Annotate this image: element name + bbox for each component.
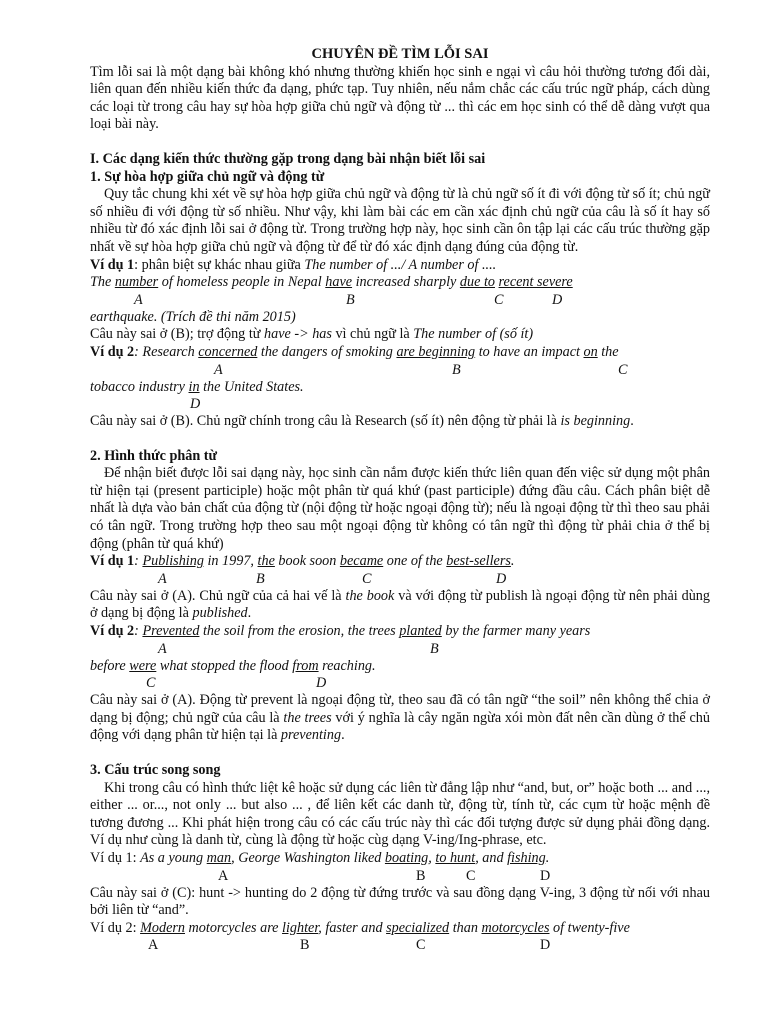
intro-paragraph: Tìm lỗi sai là một dạng bài không khó nhưng thường khiến học sinh e ngại vì câu hỏi thường tương đối dài, liên quan đến nhiều kiến thức đa dạng, phức tạp. Tuy nhiên, nếu nắm chắc các cấu trúc ngữ pháp, cách dùng các loại từ trong câu hay sự hòa hợp giữa chủ ngữ và động từ ... thì các em học sinh có thể dễ dàng vượt qua loại bài này. [90, 63, 710, 133]
option-letters: A B [158, 640, 439, 657]
example-answer: Câu này sai ở (B); trợ động từ have -> has vì chủ ngữ là The number of (số ít) [90, 326, 534, 343]
subsection-heading-2: 2. Hình thức phân từ [90, 447, 218, 464]
subsection-3-body: Khi trong câu có hình thức liệt kê hoặc sử dụng các liên từ đẳng lập như “and, but, or” hoặc both ... and ..., either ... or..., not only ... but also ... , để liên kết các danh từ, động từ, tính từ, các cụm từ hoặc mệnh đề tương đương ... Khi phát hiện trong câu có các cấu trúc này thì các đối tượng được sử dụng phải đồng dạng. Ví dụ như cùng là danh từ, cùng là động từ hoặc cùg dạng V-ing/Ing-phrase, etc. [90, 779, 710, 849]
example-sentence: Ví dụ 2: Research concerned the dangers of smoking are beginning to have an impact on the [90, 343, 619, 360]
example-answer: Câu này sai ở (C): hunt -> hunting do 2 động từ đứng trước và sau đồng dạng V-ing, 3 động từ nối với nhau bởi liên từ “and”. [90, 884, 710, 919]
example-sentence: Ví dụ 1: As a young man, George Washington liked boating, to hunt, and fishing. [90, 849, 550, 866]
example-sentence-cont: earthquake. (Trích đề thi năm 2015) [90, 308, 296, 325]
example-sentence: Ví dụ 2: Modern motorcycles are lighter, faster and specialized than motorcycles of twenty-five [90, 919, 630, 936]
section-heading: I. Các dạng kiến thức thường gặp trong dạng bài nhận biết lỗi sai [90, 150, 486, 167]
option-letters: D [190, 396, 201, 413]
example-sentence-cont: tobacco industry in the United States. [90, 378, 304, 395]
document-page [90, 46, 710, 954]
option-letters: A B C D [148, 937, 551, 954]
example-sentence: The number of homeless people in Nepal have increased sharply due to recent severe [90, 274, 573, 291]
example-answer: Câu này sai ở (A). Động từ prevent là ngoại động từ, theo sau đã có tân ngữ “the soil” nên không thể chia ở dạng bị động; chủ ngữ của câu là the trees với ý nghĩa là cây ngăn ngừa xói mòn đất nên cần dùng ở thể chủ động với dạng phân từ hiện tại là preventing. [90, 692, 710, 744]
subsection-heading-3: 3. Cấu trúc song song [90, 762, 221, 778]
option-letters: A B C D [134, 291, 563, 308]
example-answer: Câu này sai ở (A). Chủ ngữ của cả hai vế là the book và với động từ publish là ngoại động từ nên phải dùng ở dạng bị động là published. [90, 587, 710, 622]
document-title: CHUYÊN ĐỀ TÌM LỖI SAI [311, 46, 489, 62]
option-letters: A B C D [158, 570, 507, 587]
subsection-2-body: Để nhận biết được lỗi sai dạng này, học sinh cần nắm được kiến thức liên quan đến việc sử dụng một phân từ hiện tại (present participle) hoặc một phân từ quá khứ (past participle) đứng đầu câu. Cách phân biệt dễ nhất là dựa vào bản chất của động từ (nội động từ hoặc ngoại động từ); nếu là ngoại động từ thì theo sau phải có tân ngữ. Trong trường hợp theo sau một ngoại động từ không có tân ngữ thì động từ phải chia ở thể bị động (phân từ quá khứ) [90, 465, 710, 552]
example-intro: Ví dụ 1: phân biệt sự khác nhau giữa The number of .../ A number of .... [90, 256, 497, 273]
example-sentence: Ví dụ 2: Prevented the soil from the erosion, the trees planted by the farmer many years [90, 623, 591, 640]
subsection-1-body: Quy tắc chung khi xét về sự hòa hợp giữa chủ ngữ và động từ là chủ ngữ số ít đi với động từ số ít; chủ ngữ số nhiều đi với động từ số nhiều. Như vậy, khi làm bài các em cần xác định chủ ngữ của câu là số ít hay số nhiều từ đó xác định lỗi sai ở động từ. Trong trường hợp này, học sinh cần ôn tập lại các cấu trúc thường gặp nhất về sự hòa hợp giữa chủ ngữ và động từ để từ đó xác định dạng đúng của động từ. [90, 186, 710, 255]
example-answer: Câu này sai ở (B). Chủ ngữ chính trong câu là Research (số ít) nên động từ phải là is beginning. [90, 413, 634, 430]
subsection-heading-1: 1. Sự hòa hợp giữa chủ ngữ và động từ [90, 168, 325, 185]
option-letters: C D [146, 675, 327, 692]
example-sentence: Ví dụ 1: Publishing in 1997, the book soon became one of the best-sellers. [90, 553, 515, 570]
example-sentence-cont: before were what stopped the flood from reaching. [90, 657, 376, 674]
option-letters: A B C [214, 361, 628, 378]
option-letters: A B C D [218, 867, 551, 884]
